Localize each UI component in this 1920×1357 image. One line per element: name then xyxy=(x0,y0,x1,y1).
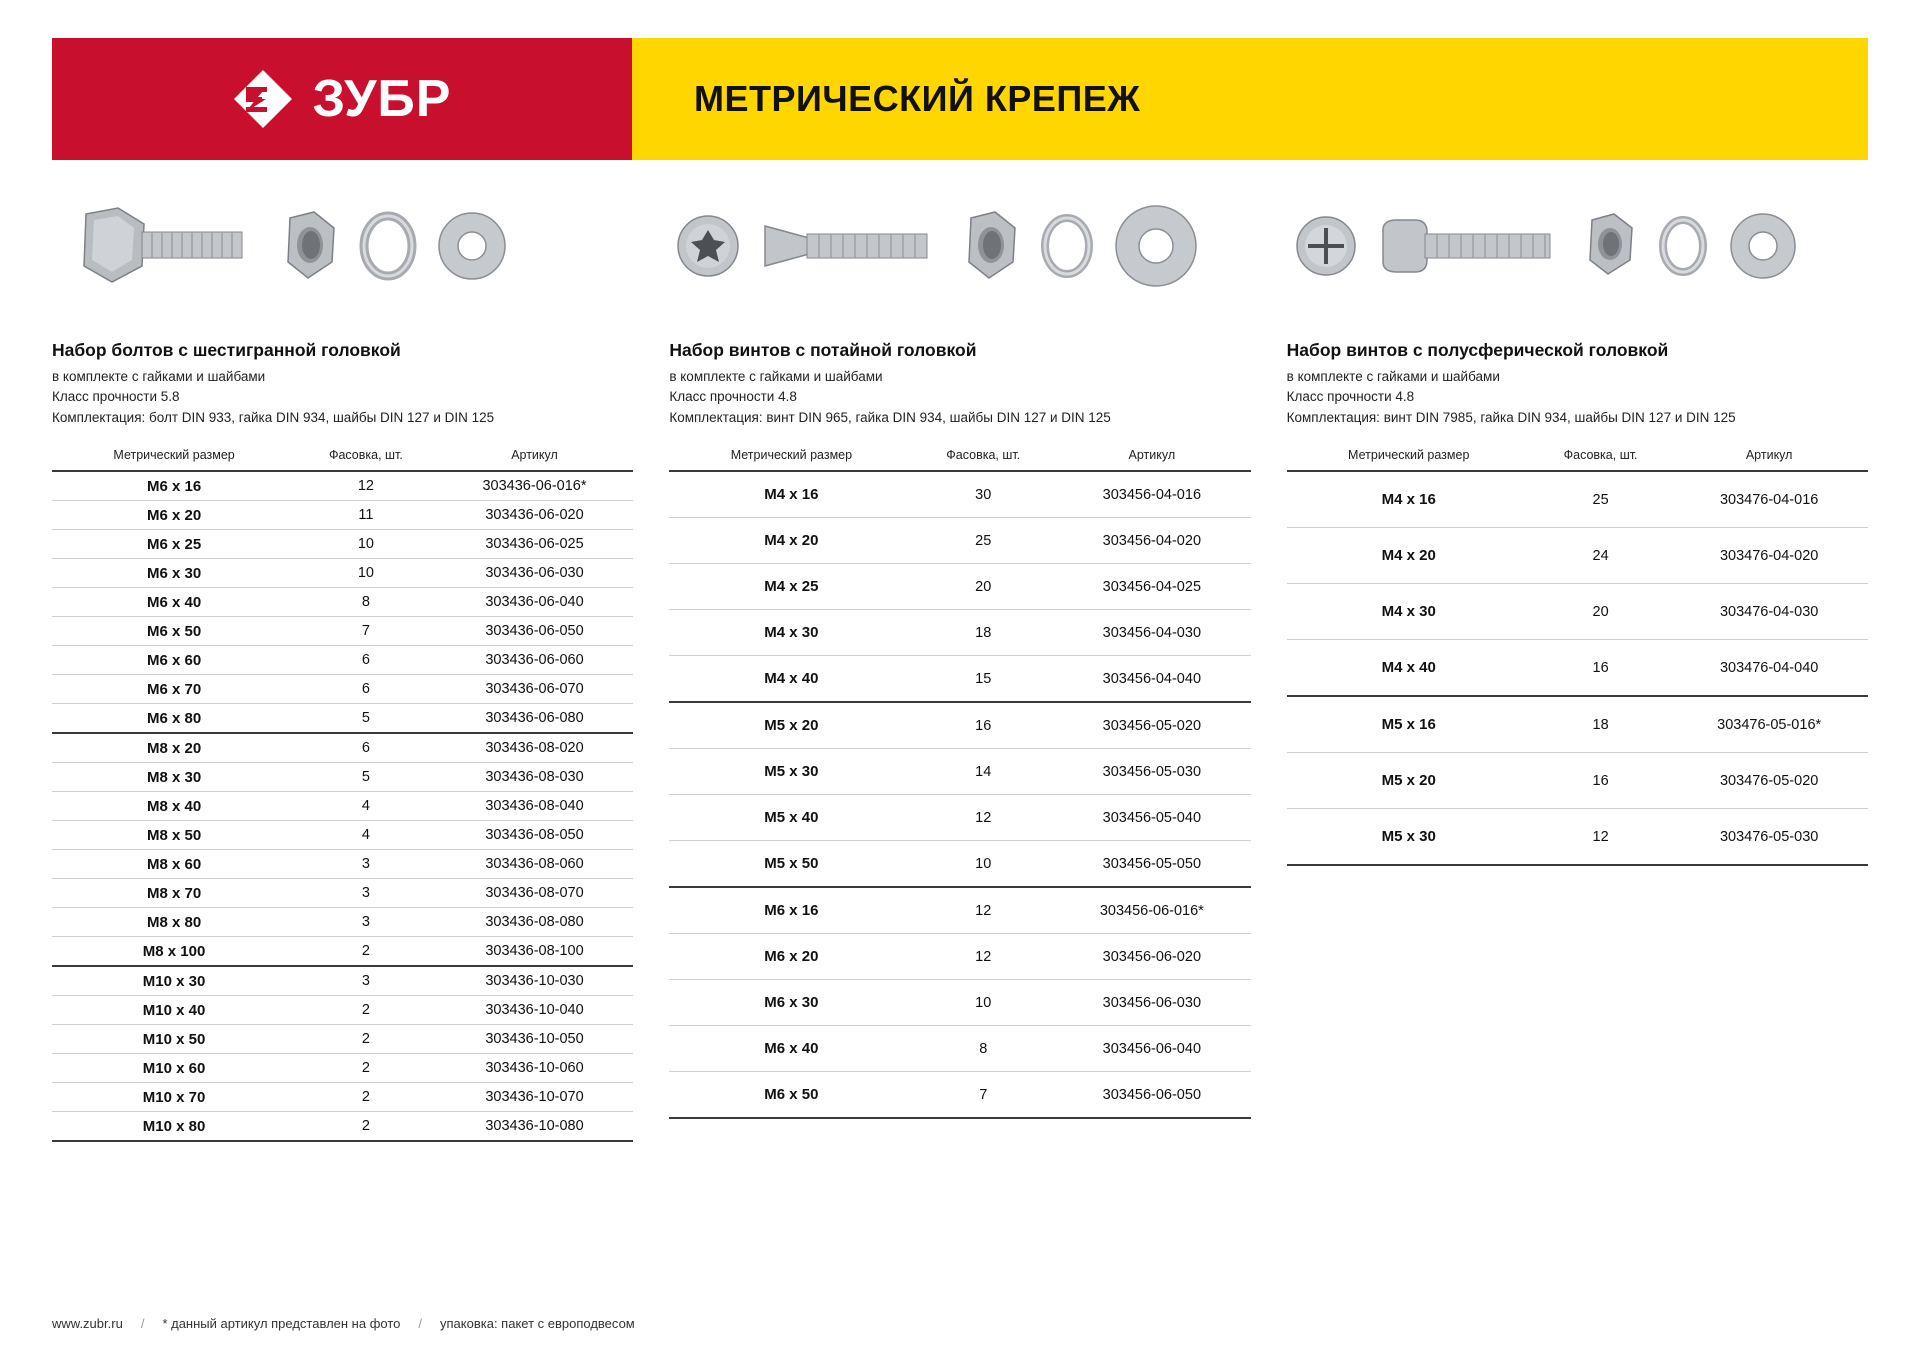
cell-size: M8 x 60 xyxy=(52,850,296,879)
cell-article: 303456-04-030 xyxy=(1053,610,1251,656)
cell-size: M6 x 16 xyxy=(669,887,913,934)
cell-article: 303436-06-040 xyxy=(436,588,634,617)
countersunk-screw-icon xyxy=(757,196,937,296)
cell-pack: 12 xyxy=(913,795,1053,841)
cell-pack: 6 xyxy=(296,733,436,763)
cell-pack: 20 xyxy=(1531,584,1671,640)
cell-pack: 12 xyxy=(913,887,1053,934)
table-row xyxy=(52,792,633,821)
hex-nut-icon xyxy=(951,196,1023,296)
countersunk-screw-photo-row xyxy=(669,186,1250,306)
set-subtitle-class: Класс прочности 5.8 xyxy=(52,389,180,405)
cell-pack: 8 xyxy=(913,1026,1053,1072)
table-row xyxy=(52,937,633,967)
cell-pack: 16 xyxy=(1531,753,1671,809)
set-info-hex-bolts xyxy=(52,340,633,432)
cell-pack: 2 xyxy=(296,1025,436,1054)
table-row xyxy=(1287,753,1868,809)
set-title: Набор болтов с шестигранной головкой xyxy=(52,340,401,360)
cell-pack: 12 xyxy=(913,934,1053,980)
set-subtitle-kit: в комплекте с гайками и шайбами xyxy=(1286,369,1500,384)
cell-pack: 6 xyxy=(296,675,436,704)
cell-article: 303476-05-030 xyxy=(1670,809,1868,866)
spring-washer-icon xyxy=(1037,196,1097,296)
set-subtitle-contents: Комплектация: винт DIN 7985, гайка DIN 934, шайбы DIN 127 и DIN 125 xyxy=(1286,409,1736,425)
cell-article: 303436-06-060 xyxy=(436,646,634,675)
set-subtitle-class: Класс прочности 4.8 xyxy=(1286,389,1415,405)
cell-article: 303436-08-080 xyxy=(436,908,634,937)
cell-pack: 8 xyxy=(296,588,436,617)
cell-size: M6 x 40 xyxy=(669,1026,913,1072)
cell-article: 303456-04-040 xyxy=(1053,656,1251,703)
cell-size: M8 x 80 xyxy=(52,908,296,937)
col-header-pack: Фасовка, шт. xyxy=(913,442,1053,471)
table-row xyxy=(52,559,633,588)
table-row xyxy=(1287,809,1868,866)
cell-size: M8 x 30 xyxy=(52,763,296,792)
cell-article: 303436-06-080 xyxy=(436,704,634,734)
cell-size: M8 x 40 xyxy=(52,792,296,821)
cell-size: M4 x 40 xyxy=(1287,640,1531,697)
cell-size: M6 x 20 xyxy=(52,501,296,530)
table-row xyxy=(52,501,633,530)
cell-article: 303456-04-020 xyxy=(1053,518,1251,564)
col-header-article: Артикул xyxy=(1670,442,1868,471)
col-header-pack: Фасовка, шт. xyxy=(1531,442,1671,471)
table-row xyxy=(52,704,633,734)
set-subtitle-kit: в комплекте с гайками и шайбами xyxy=(52,369,266,384)
cell-article: 303436-06-016* xyxy=(436,471,634,501)
product-columns xyxy=(52,186,1868,1142)
cell-size: M8 x 20 xyxy=(52,733,296,763)
page-title: МЕТРИЧЕСКИЙ КРЕПЕЖ xyxy=(694,78,1141,119)
cell-article: 303436-08-100 xyxy=(436,937,634,967)
cell-article: 303436-08-050 xyxy=(436,821,634,850)
footer-note-photo: * данный артикул представлен на фото xyxy=(162,1316,401,1331)
col-header-size: Метрический размер xyxy=(1287,442,1531,471)
cell-pack: 3 xyxy=(296,966,436,996)
cell-article: 303456-06-040 xyxy=(1053,1026,1251,1072)
cell-article: 303476-05-016* xyxy=(1670,696,1868,753)
table-row xyxy=(669,656,1250,703)
cell-pack: 4 xyxy=(296,821,436,850)
screw-head-top-icon xyxy=(673,196,743,296)
table-row xyxy=(52,1025,633,1054)
hex-bolt-photo-row xyxy=(52,186,633,306)
cell-pack: 18 xyxy=(1531,696,1671,753)
cell-article: 303456-04-025 xyxy=(1053,564,1251,610)
cell-pack: 25 xyxy=(1531,471,1671,528)
cell-size: M6 x 16 xyxy=(52,471,296,501)
cell-size: M5 x 20 xyxy=(669,702,913,749)
table-row xyxy=(669,471,1250,518)
cell-pack: 6 xyxy=(296,646,436,675)
cell-size: M5 x 50 xyxy=(669,841,913,888)
table-row xyxy=(52,588,633,617)
cell-article: 303436-06-030 xyxy=(436,559,634,588)
set-subtitle-contents: Комплектация: болт DIN 933, гайка DIN 934, шайбы DIN 127 и DIN 125 xyxy=(52,409,495,425)
table-row xyxy=(52,850,633,879)
product-column-countersunk-screws xyxy=(669,186,1250,1142)
cell-article: 303436-08-020 xyxy=(436,733,634,763)
product-column-hex-bolts xyxy=(52,186,633,1142)
cell-pack: 10 xyxy=(913,980,1053,1026)
cell-size: M10 x 50 xyxy=(52,1025,296,1054)
cell-size: M10 x 70 xyxy=(52,1083,296,1112)
table-row xyxy=(52,1112,633,1142)
cell-size: M4 x 30 xyxy=(669,610,913,656)
zubr-logo-icon xyxy=(232,68,294,130)
page-header xyxy=(52,38,1868,160)
product-column-pan-head-screws xyxy=(1287,186,1868,1142)
cell-article: 303436-10-070 xyxy=(436,1083,634,1112)
cell-pack: 2 xyxy=(296,996,436,1025)
table-header-row xyxy=(669,442,1250,471)
cell-size: M6 x 50 xyxy=(669,1072,913,1119)
cell-size: M4 x 16 xyxy=(669,471,913,518)
cell-size: M6 x 70 xyxy=(52,675,296,704)
cell-size: M4 x 30 xyxy=(1287,584,1531,640)
table-row xyxy=(669,610,1250,656)
cell-article: 303456-06-030 xyxy=(1053,980,1251,1026)
table-row xyxy=(1287,471,1868,528)
table-header-row xyxy=(52,442,633,471)
cell-article: 303436-08-070 xyxy=(436,879,634,908)
table-row xyxy=(52,763,633,792)
table-row xyxy=(669,702,1250,749)
cell-size: M6 x 80 xyxy=(52,704,296,734)
cell-size: M6 x 40 xyxy=(52,588,296,617)
table-row xyxy=(1287,640,1868,697)
cell-article: 303476-04-020 xyxy=(1670,528,1868,584)
table-row xyxy=(52,675,633,704)
cell-article: 303456-06-016* xyxy=(1053,887,1251,934)
table-row xyxy=(52,471,633,501)
cell-pack: 16 xyxy=(913,702,1053,749)
hex-nut-icon xyxy=(1574,196,1640,296)
cell-article: 303436-06-050 xyxy=(436,617,634,646)
cell-article: 303436-10-030 xyxy=(436,966,634,996)
cell-size: M5 x 30 xyxy=(1287,809,1531,866)
cell-pack: 12 xyxy=(1531,809,1671,866)
cell-article: 303436-10-050 xyxy=(436,1025,634,1054)
col-header-pack: Фасовка, шт. xyxy=(296,442,436,471)
cell-pack: 2 xyxy=(296,937,436,967)
table-row xyxy=(669,887,1250,934)
cell-size: M6 x 20 xyxy=(669,934,913,980)
cell-pack: 10 xyxy=(296,530,436,559)
cell-article: 303436-06-020 xyxy=(436,501,634,530)
cell-size: M4 x 16 xyxy=(1287,471,1531,528)
cell-size: M6 x 60 xyxy=(52,646,296,675)
cell-article: 303476-04-016 xyxy=(1670,471,1868,528)
set-title: Набор винтов с потайной головкой xyxy=(669,340,977,360)
hex-nut-icon xyxy=(270,196,342,296)
cell-pack: 4 xyxy=(296,792,436,821)
cell-article: 303436-10-080 xyxy=(436,1112,634,1142)
cell-pack: 2 xyxy=(296,1083,436,1112)
cell-size: M8 x 70 xyxy=(52,879,296,908)
cell-size: M10 x 60 xyxy=(52,1054,296,1083)
cell-pack: 20 xyxy=(913,564,1053,610)
cell-size: M10 x 80 xyxy=(52,1112,296,1142)
cell-pack: 2 xyxy=(296,1054,436,1083)
page-title-block xyxy=(632,38,1868,160)
cell-article: 303436-10-060 xyxy=(436,1054,634,1083)
cell-size: M4 x 20 xyxy=(669,518,913,564)
set-info-pan-head-screws xyxy=(1287,340,1868,432)
cell-pack: 12 xyxy=(296,471,436,501)
product-table-pan-head-screws xyxy=(1287,442,1868,866)
cell-pack: 30 xyxy=(913,471,1053,518)
flat-washer-icon xyxy=(434,196,510,296)
cell-article: 303436-06-025 xyxy=(436,530,634,559)
cell-pack: 16 xyxy=(1531,640,1671,697)
table-row xyxy=(669,749,1250,795)
flat-washer-icon xyxy=(1111,196,1201,296)
table-row xyxy=(52,733,633,763)
cell-article: 303456-05-020 xyxy=(1053,702,1251,749)
spring-washer-icon xyxy=(1654,196,1712,296)
product-table-countersunk-screws xyxy=(669,442,1250,1119)
cell-size: M6 x 30 xyxy=(52,559,296,588)
table-row xyxy=(669,934,1250,980)
set-subtitle-kit: в комплекте с гайками и шайбами xyxy=(669,369,883,384)
table-row xyxy=(52,1054,633,1083)
page-footer xyxy=(52,1316,1868,1331)
table-row xyxy=(1287,696,1868,753)
cell-article: 303436-08-060 xyxy=(436,850,634,879)
cell-size: M4 x 25 xyxy=(669,564,913,610)
set-title: Набор винтов с полусферической головкой xyxy=(1286,340,1669,360)
cell-article: 303456-05-050 xyxy=(1053,841,1251,888)
cell-pack: 5 xyxy=(296,704,436,734)
footer-separator-1: / xyxy=(140,1316,145,1331)
cell-size: M4 x 20 xyxy=(1287,528,1531,584)
table-row xyxy=(669,1026,1250,1072)
cell-size: M6 x 30 xyxy=(669,980,913,1026)
cell-size: M5 x 16 xyxy=(1287,696,1531,753)
table-row xyxy=(1287,528,1868,584)
table-body xyxy=(669,471,1250,1118)
cell-size: M6 x 25 xyxy=(52,530,296,559)
cell-size: M8 x 50 xyxy=(52,821,296,850)
cell-pack: 10 xyxy=(296,559,436,588)
col-header-size: Метрический размер xyxy=(669,442,913,471)
table-row xyxy=(669,795,1250,841)
table-row xyxy=(669,1072,1250,1119)
cell-article: 303456-04-016 xyxy=(1053,471,1251,518)
col-header-size: Метрический размер xyxy=(52,442,296,471)
table-row xyxy=(669,841,1250,888)
table-row xyxy=(669,980,1250,1026)
cell-size: M5 x 30 xyxy=(669,749,913,795)
table-row xyxy=(52,617,633,646)
cell-pack: 7 xyxy=(296,617,436,646)
cell-size: M5 x 20 xyxy=(1287,753,1531,809)
cell-article: 303436-06-070 xyxy=(436,675,634,704)
table-row xyxy=(52,879,633,908)
cell-size: M5 x 40 xyxy=(669,795,913,841)
cell-article: 303436-10-040 xyxy=(436,996,634,1025)
hex-bolt-icon xyxy=(56,196,256,296)
brand-logo-block xyxy=(52,38,632,160)
table-body xyxy=(52,471,633,1141)
footer-note-packaging: упаковка: пакет с европодвесом xyxy=(440,1316,635,1331)
cell-pack: 3 xyxy=(296,879,436,908)
cell-pack: 15 xyxy=(913,656,1053,703)
cell-article: 303476-05-020 xyxy=(1670,753,1868,809)
cell-pack: 25 xyxy=(913,518,1053,564)
cell-pack: 3 xyxy=(296,908,436,937)
table-row xyxy=(52,908,633,937)
cell-article: 303436-08-030 xyxy=(436,763,634,792)
cell-pack: 7 xyxy=(913,1072,1053,1119)
cell-article: 303456-05-040 xyxy=(1053,795,1251,841)
flat-washer-icon xyxy=(1726,196,1800,296)
table-row xyxy=(52,646,633,675)
website-link[interactable]: www.zubr.ru xyxy=(52,1316,123,1331)
cell-pack: 24 xyxy=(1531,528,1671,584)
cell-pack: 2 xyxy=(296,1112,436,1142)
set-subtitle-contents: Комплектация: винт DIN 965, гайка DIN 934, шайбы DIN 127 и DIN 125 xyxy=(669,409,1111,425)
table-row xyxy=(1287,584,1868,640)
table-row xyxy=(52,966,633,996)
pan-head-screw-photo-row xyxy=(1287,186,1868,306)
table-row xyxy=(52,996,633,1025)
set-info-countersunk-screws xyxy=(669,340,1250,432)
screw-head-top-icon xyxy=(1291,196,1361,296)
cell-article: 303456-05-030 xyxy=(1053,749,1251,795)
table-row xyxy=(52,821,633,850)
table-row xyxy=(669,518,1250,564)
cell-pack: 11 xyxy=(296,501,436,530)
col-header-article: Артикул xyxy=(1053,442,1251,471)
cell-article: 303456-06-020 xyxy=(1053,934,1251,980)
brand-name: ЗУБР xyxy=(312,70,452,128)
cell-size: M6 x 50 xyxy=(52,617,296,646)
cell-pack: 18 xyxy=(913,610,1053,656)
cell-article: 303436-08-040 xyxy=(436,792,634,821)
cell-article: 303456-06-050 xyxy=(1053,1072,1251,1119)
cell-pack: 10 xyxy=(913,841,1053,888)
cell-size: M8 x 100 xyxy=(52,937,296,967)
cell-size: M10 x 30 xyxy=(52,966,296,996)
table-row xyxy=(52,530,633,559)
cell-pack: 3 xyxy=(296,850,436,879)
cell-pack: 14 xyxy=(913,749,1053,795)
cell-size: M10 x 40 xyxy=(52,996,296,1025)
cell-article: 303476-04-040 xyxy=(1670,640,1868,697)
table-row xyxy=(669,564,1250,610)
cell-article: 303476-04-030 xyxy=(1670,584,1868,640)
cell-pack: 5 xyxy=(296,763,436,792)
set-subtitle-class: Класс прочности 4.8 xyxy=(669,389,797,405)
footer-separator-2: / xyxy=(418,1316,423,1331)
product-table-hex-bolts xyxy=(52,442,633,1142)
pan-head-screw-icon xyxy=(1375,196,1560,296)
table-row xyxy=(52,1083,633,1112)
table-body xyxy=(1287,471,1868,865)
table-header-row xyxy=(1287,442,1868,471)
spring-washer-icon xyxy=(356,196,420,296)
cell-size: M4 x 40 xyxy=(669,656,913,703)
col-header-article: Артикул xyxy=(436,442,634,471)
